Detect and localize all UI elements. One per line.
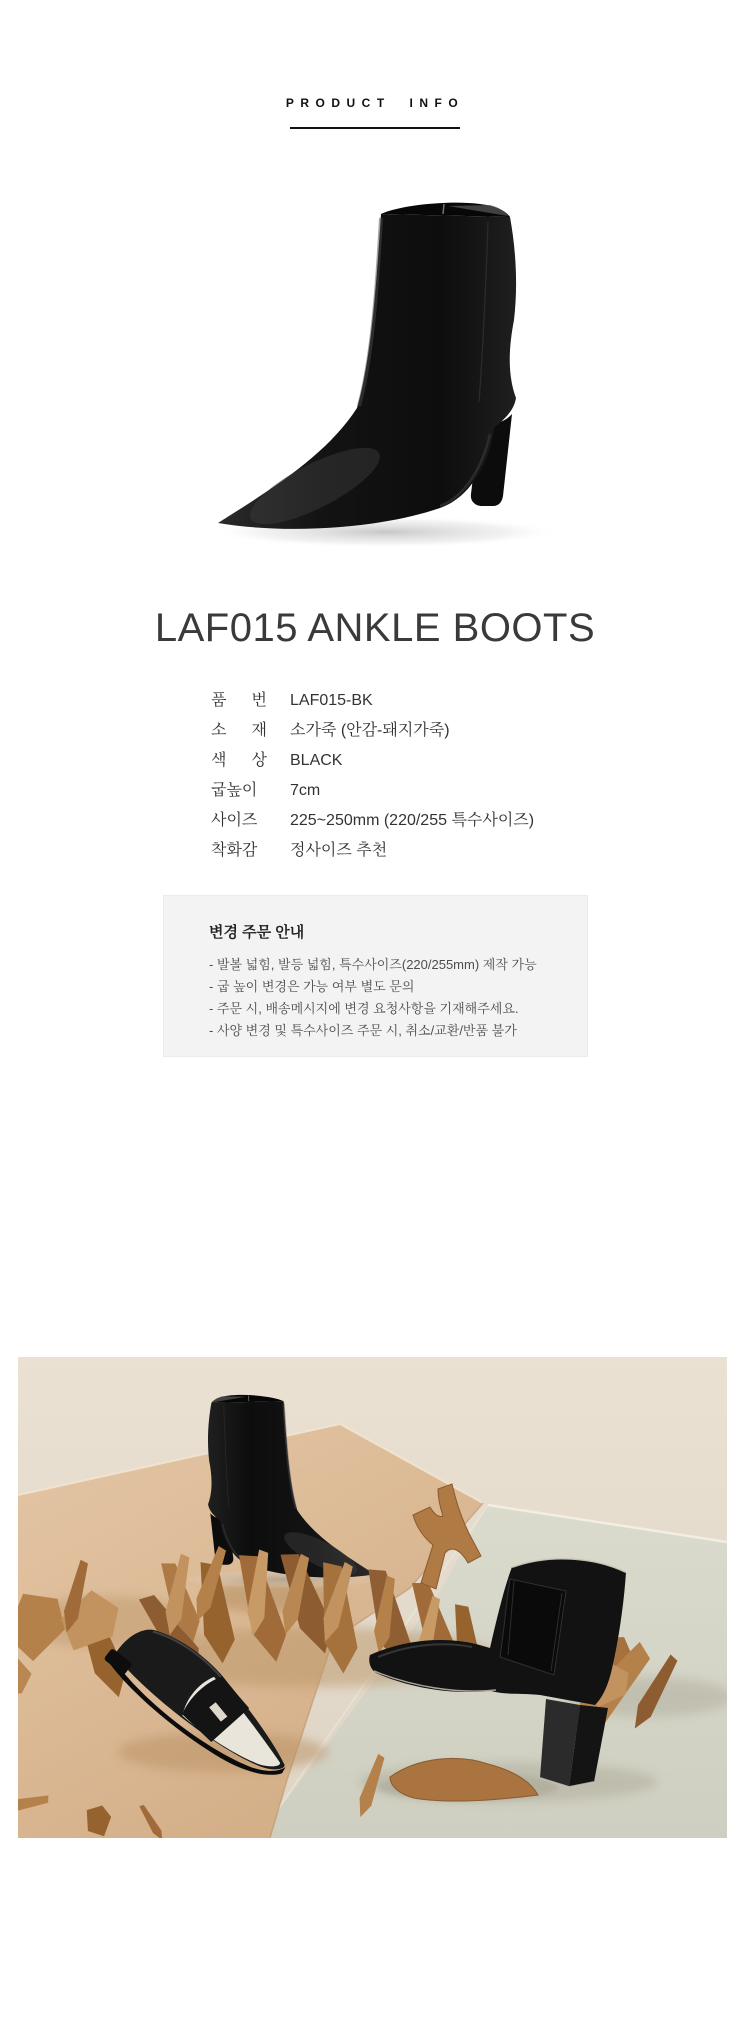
notice-item: - 사양 변경 및 특수사이즈 주문 시, 취소/교환/반품 불가 [209,1023,517,1038]
spec-label: 착화감 [211,842,258,859]
product-title: LAF015 ANKLE BOOTS [154,606,596,650]
spec-row-color [211,746,534,776]
spec-row-fit [211,836,534,866]
notice-item: - 굽 높이 변경은 가능 여부 별도 문의 [209,979,415,994]
spec-label: 색 상 [211,752,267,769]
spec-value: 소가죽 (안감-돼지가죽) [290,722,450,739]
notice-item: - 발볼 넓힘, 발등 넓힘, 특수사이즈(220/255mm) 제작 가능 [209,957,537,972]
spec-label: 품 번 [211,692,267,709]
spec-label: 사이즈 [211,812,258,829]
heading-underline [290,127,460,129]
notice-title: 변경 주문 안내 [209,924,305,941]
order-change-notice-box [163,895,588,1057]
spec-label: 소 재 [211,722,267,739]
spec-value: 정사이즈 추천 [290,842,388,859]
spec-value: BLACK [290,752,343,769]
spec-label: 굽높이 [211,782,258,799]
lifestyle-photo [18,1357,727,1838]
notice-item: - 주문 시, 배송메시지에 변경 요청사항을 기재해주세요. [209,1001,519,1016]
spec-table [211,686,534,866]
spec-row-heel-height [211,776,534,806]
hero-product-image [150,160,570,560]
spec-value: 7cm [290,782,321,799]
spec-row-item-number [211,686,534,716]
spec-row-material [211,716,534,746]
section-heading: PRODUCT INFO [285,96,465,110]
spec-row-size [211,806,534,836]
spec-value: LAF015-BK [290,692,373,709]
spec-value: 225~250mm (220/255 특수사이즈) [290,812,535,829]
